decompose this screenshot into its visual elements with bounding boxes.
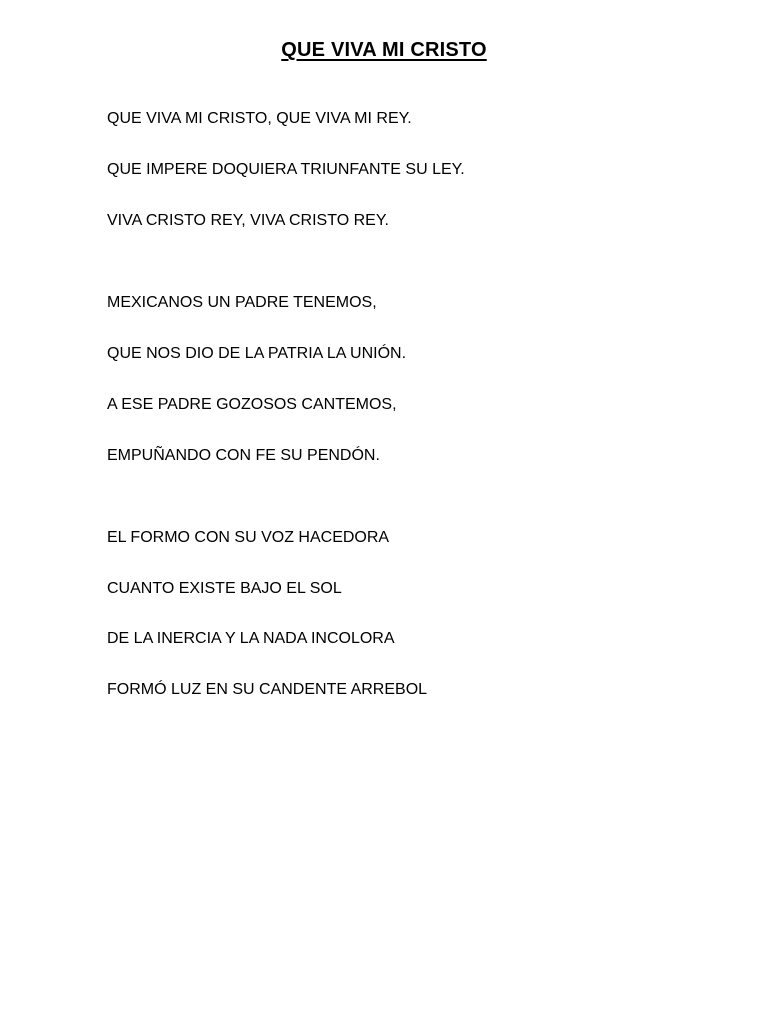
lyric-line: CUANTO EXISTE BAJO EL SOL <box>107 580 342 597</box>
lyric-line: MEXICANOS UN PADRE TENEMOS, <box>107 294 377 311</box>
lyric-line: EL FORMO CON SU VOZ HACEDORA <box>107 529 390 546</box>
lyric-line: QUE VIVA MI CRISTO, QUE VIVA MI REY. <box>107 110 412 127</box>
lyric-line: A ESE PADRE GOZOSOS CANTEMOS, <box>107 396 397 413</box>
document-title: QUE VIVA MI CRISTO <box>281 39 487 61</box>
lyric-line: FORMÓ LUZ EN SU CANDENTE ARREBOL <box>107 681 428 698</box>
lyric-line: DE LA INERCIA Y LA NADA INCOLORA <box>107 630 395 647</box>
lyric-line: VIVA CRISTO REY, VIVA CRISTO REY. <box>107 212 389 229</box>
lyric-line: QUE IMPERE DOQUIERA TRIUNFANTE SU LEY. <box>107 161 465 178</box>
lyric-line: EMPUÑANDO CON FE SU PENDÓN. <box>107 447 380 464</box>
lyric-line: QUE NOS DIO DE LA PATRIA LA UNIÓN. <box>107 345 407 362</box>
